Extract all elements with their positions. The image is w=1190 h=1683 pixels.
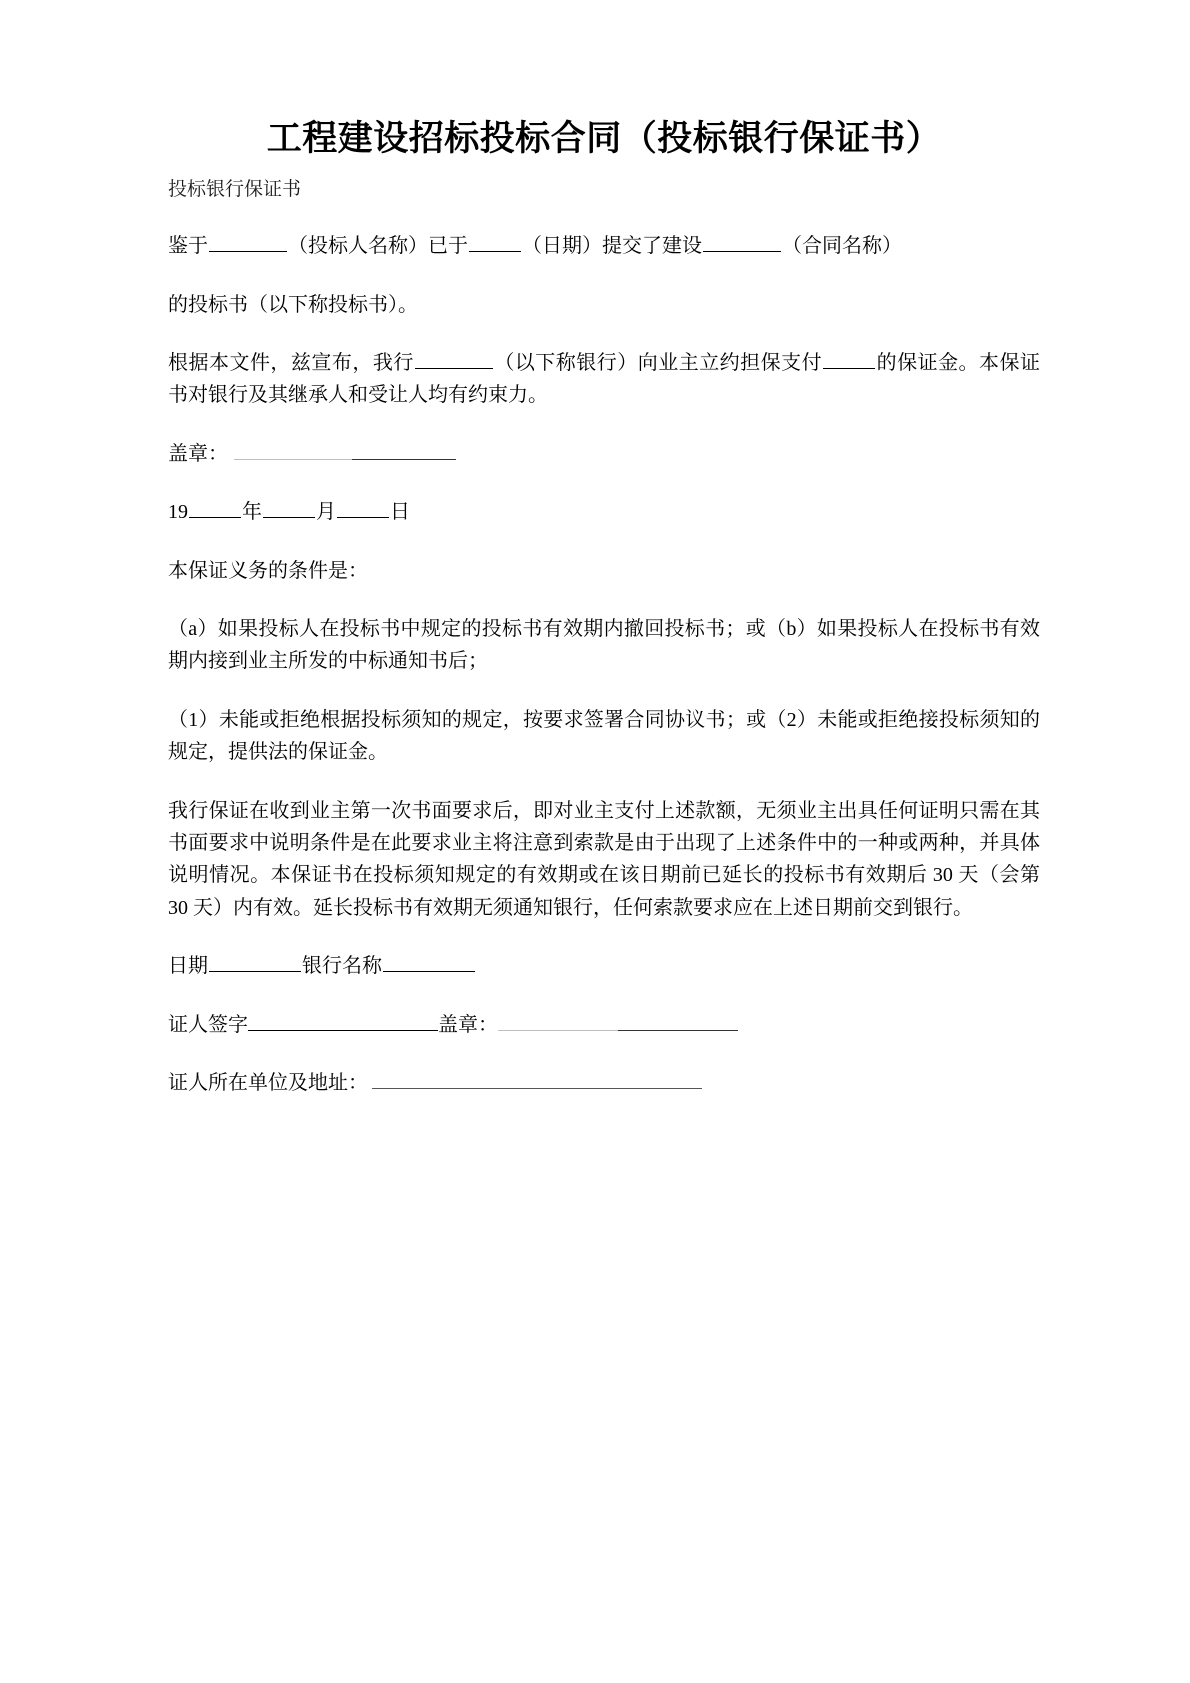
paragraph-declaration [168,347,1040,412]
date-field-label: 日期 [168,955,208,978]
whereas-text-2: （投标人名称）已于 [288,235,468,258]
whereas-text-4: （合同名称） [782,235,902,258]
witness-signature-blank[interactable] [248,1010,438,1030]
paragraph-condition-ab [168,613,1040,678]
seal-line-segment-light [234,440,352,460]
witness-signature-label: 证人签字 [168,1013,248,1036]
contract-name-blank[interactable] [703,232,781,252]
day-blank[interactable] [337,498,389,518]
bank-name-blank[interactable] [415,349,493,369]
bank-name-field-label: 银行名称 [302,955,382,978]
year-label: 年 [242,501,262,524]
seal-label: 盖章： [168,442,228,465]
seal-signature-line[interactable] [234,438,456,457]
condition-ab-text: （a）如果投标人在投标书中规定的投标书有效期内撤回投标书；或（b）如果投标人在投标书有效期内接到业主所发的中标通知书后； [168,617,1040,673]
document-subtitle: 投标银行保证书 [168,178,302,200]
paragraph-whereas [168,230,1040,262]
year-blank[interactable] [189,498,241,518]
bank-name-field-blank[interactable] [383,952,475,972]
witness-seal-line-dark[interactable] [618,1010,738,1030]
guarantee-amount-blank[interactable] [823,349,875,369]
date-field-blank[interactable] [209,952,301,972]
paragraph-condition-12 [168,704,1040,769]
month-label: 月 [316,501,336,524]
declaration-text-1: 根据本文件，兹宣布，我行 [168,352,414,375]
bid-definition-text: 的投标书（以下称投标书）。 [168,293,418,316]
paragraph-date [168,496,1040,528]
month-blank[interactable] [263,498,315,518]
paragraph-payment-guarantee [168,795,1040,925]
seal-line-segment-dark [352,440,456,460]
day-label: 日 [390,501,410,524]
paragraph-conditions-heading [168,555,1040,587]
witness-address-blank[interactable] [372,1069,702,1089]
paragraph-witness-address [168,1067,1040,1099]
condition-12-text: （1）未能或拒绝根据投标须知的规定，按要求签署合同协议书；或（2）未能或拒绝接投标须知的规定，提供法的保证金。 [168,708,1040,764]
conditions-heading-text: 本保证义务的条件是： [168,559,368,582]
page-title: 工程建设招标投标合同（投标银行保证书） [266,119,942,159]
whereas-text-3: （日期）提交了建设 [522,235,702,258]
bidder-name-blank[interactable] [209,232,287,252]
date-blank[interactable] [469,232,521,252]
witness-seal-label: 盖章： [438,1013,498,1036]
paragraph-seal [168,438,1040,470]
paragraph-bid-definition [168,289,1040,321]
witness-seal-line-light[interactable] [498,1010,618,1030]
declaration-text-2: （以下称银行）向业主立约担保支付 [493,352,823,375]
paragraph-witness-signature [168,1009,1040,1041]
payment-guarantee-text: 我行保证在收到业主第一次书面要求后，即对业主支付上述款额，无须业主出具任何证明只需在其书面要求中说明条件是在此要求业主将注意到索款是由于出现了上述条件中的一种或两种，并具体说明情况。本保证书在投标须知规定的有效期或在该日期前已延长的投标书有效期后 30 天（会第 30 天）内有效。延长投标书有效期无须通知银行，任何索款要求应在上述日期前交到银行。 [168,799,1040,919]
date-year-prefix: 19 [168,501,188,524]
paragraph-date-bank [168,950,1040,982]
declaration-text-3: 的保证金。本保证书对银行及其继承人和受让人均有约束力。 [168,352,1041,407]
whereas-text-1: 鉴于 [168,235,208,258]
witness-address-label: 证人所在单位及地址： [168,1071,368,1094]
